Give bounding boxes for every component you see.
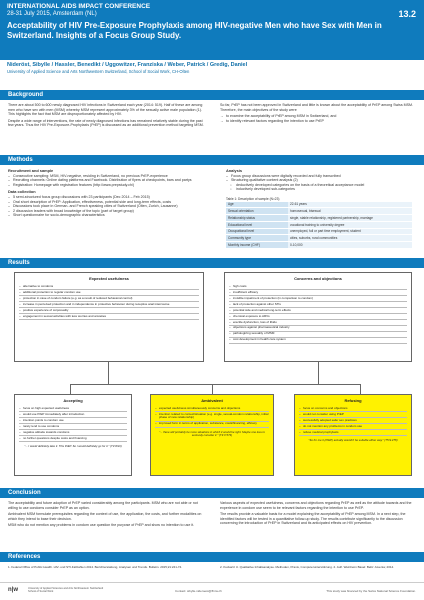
table-row: Age 22-61 years <box>226 202 412 208</box>
poster-footer <box>0 582 424 600</box>
list-item: – no further questions despite costs and financing <box>19 436 127 442</box>
conclusion-paragraph: Ambivalent MSM formulate prerequisites regarding the context of use, the application, the costs, and further modalities on which they intend to base their decision. <box>8 512 202 521</box>
list-item: – invisible impairment of protection (in comparison to condom) <box>229 296 407 302</box>
list-item: – chemical exposure to ARVs <box>229 314 407 320</box>
recruitment-item: – Consecutive sampling: MSM, HIV-negative, residing in Switzerland, no previous PrEP-experience <box>8 174 208 179</box>
list-item: – erectile dysfunction, loss of libido <box>229 320 407 326</box>
list-item: – focus on concerns and objections <box>299 406 407 412</box>
recruitment-heading: Recruitment and sample <box>8 168 54 173</box>
section-bar-results: Results <box>0 258 424 268</box>
authors: Nideröst, Sibylle / Hassler, Benedikt / Uggowitzer, Franziska / Weber, Patrick / Gredig, Daniel <box>7 62 248 68</box>
background-paragraph: There are about 500 to 600 newly diagnosed HIV infections in Switzerland each year (2014: 519). Half of these are among men who have sex with men (MSM) whereby MSM represent approximately 3% of the sexually active male population (1). This highlights the fact that MSM are disproportionately affected by HIV. <box>8 103 203 117</box>
objective-item: → to identify relevant factors regarding the intention to use PrEP <box>220 119 416 124</box>
list-item: – successfully adopted safer sex practices <box>299 418 407 424</box>
table-row: Monthly income (CHF) 0-10,000 <box>226 242 412 249</box>
contact-email: Contact: sibylle.nideroest@fhnw.ch <box>175 589 222 593</box>
collection-item: – Short questionnaire for socio-demographic characteristics <box>8 213 208 218</box>
ambivalent-quote: "... there will probably be more situations in which it would be right. Maybe one less to seriously consider it." (T3:V:574) <box>159 429 265 438</box>
poster-header <box>0 0 424 60</box>
analysis-heading: Analysis <box>226 168 243 173</box>
list-item: – insufficient efficacy <box>229 290 407 296</box>
collection-item: – Discussions took place in German- and French speaking cities of Switzerland (Olten, Zurich, Lausanne) <box>8 204 208 209</box>
poster-title: Acceptability of HIV Pre-Exposure Prophylaxis among HIV-negative Men who have Sex with Men in Switzerland. Insights of a Focus Group Study. <box>7 21 382 40</box>
conclusion-right <box>220 501 416 528</box>
background-paragraph: So far, PrEP has not been approved in Switzerland and little is known about the acceptability of PrEP among Swiss MSM. Therefore, the main objectives of the study were <box>220 103 414 112</box>
conference-name: INTERNATIONAL AIDS IMPACT CONFERENCE <box>7 3 151 10</box>
data-collection-heading: Data collection <box>8 189 36 195</box>
recruitment-item: – Recruiting channels: Online dating platforms and Facebook. Distribution of flyers at checkpoints, bars and partys <box>8 178 208 183</box>
analysis-subitem: ○ deductively developed categories on the basis of a theoretical acceptance model <box>226 183 418 188</box>
list-item: – potential side and medical long-term effects <box>229 308 407 314</box>
connector-line <box>70 384 71 394</box>
methods-left <box>8 168 208 218</box>
section-bar-references: References <box>0 552 424 562</box>
list-item: – objections against pharmaceutical industry <box>229 326 407 332</box>
conclusion-paragraph: Various aspects of expected usefulness, concerns and objections regarding PrEP as well as the attitude towards and the experience in condom use seem to be relevant factors regarding the intention to use PrEP. <box>220 501 412 510</box>
box-title: Expected usefulness <box>89 276 129 281</box>
table-caption: Table 1: Description of sample (N=23) <box>226 196 280 201</box>
list-item: – high costs <box>229 284 407 290</box>
list-item: – expected usefulness simultaneously concerns and objections <box>155 406 269 412</box>
concerns-box <box>224 272 412 362</box>
list-item: – engagement in sexual activities with less worries and anxieties <box>19 314 199 320</box>
box-title: Ambivalent <box>201 398 223 403</box>
list-item: – improved form in terms of application, substance, costs/financing, efficacy <box>155 422 269 428</box>
section-bar-conclusion: Conclusion <box>0 488 424 498</box>
analysis-item: – Structuring qualitative content analysis (2) <box>226 178 418 183</box>
ambivalent-box <box>150 394 274 476</box>
section-bar-background: Background <box>0 90 424 100</box>
affiliation: University of Applied Science and Arts Northwestern Switzerland, School of Social Work, CH-Olten <box>7 69 190 74</box>
conclusion-paragraph: The results provide a valuable basis for a model explaining the acceptability of PrEP among MSM. In a next step, the identified factors will be tested in a quantitative follow-up study. The results contribute significantly to the discussion concerning the introduction of PrEP in Switzerland and its anticipated effects on HIV prevention. <box>220 512 406 526</box>
list-item: – lack of protection against other STIs <box>229 302 407 308</box>
methods-right <box>226 168 418 249</box>
reference-item: 1. Federal Office of Public Health. HIV- und STI-Fallzahlen 2014. Berichterstattung, Analysen und Trends. Bulletin. 2015;21:241-74. <box>8 565 183 569</box>
list-item: – additional protection to regular condom use <box>19 290 199 296</box>
connector-line <box>212 384 213 394</box>
collection-item: – 2 discussion leaders with broad knowledge of the topic (part of target group) <box>8 209 208 214</box>
box-title: Refusing <box>344 398 362 403</box>
background-paragraph: Despite a wide range of interventions, the rate of newly diagnosed infections has remained relatively stable during the past few years. Thus the HIV Pre-Exposure-Prophylaxis (PrEP) is discussed as an additional prevention method targeting MSM. <box>8 118 204 128</box>
fhnw-logo: n|w <box>8 587 19 593</box>
table-row: Community type cities, suburbs, rural communities <box>226 235 412 242</box>
list-item: – would use PrEP immediately after introduction <box>19 412 127 418</box>
list-item: – negative attitude towards condoms <box>19 430 127 436</box>
conclusion-paragraph: MSM who do not mention any problems in condom use question the purpose of PrEP and show no intention to use it. <box>8 523 195 528</box>
accepting-box <box>14 394 132 476</box>
reference-item: 2. Kuckartz U. Qualitative Inhaltsanalyse. Methoden, Praxis, Computerunterstützung. 2. Aufl. Weinheim Basel: Beltz Juventa; 2014. <box>220 565 395 569</box>
list-item: – do not mention any problems in condom use <box>299 424 407 430</box>
recruitment-item: – Registration: Homepage with registration features (http://www.prepstudy.ch/) <box>8 183 208 188</box>
table-row: Relationship status single, stable relationship, registered partnership, marriage <box>226 215 412 222</box>
list-item: – intention points to condom use <box>19 418 127 424</box>
list-item: – positive experience of corporeality <box>19 308 199 314</box>
table-row: Occupational level unemployed, full or part time employment, student <box>226 228 412 235</box>
sample-table <box>226 202 412 249</box>
background-right <box>220 103 416 123</box>
list-item: – focus on high expected usefulness <box>19 406 127 412</box>
refusing-box <box>294 394 412 476</box>
table-row: Educational level vocational training to university degree <box>226 221 412 228</box>
expected-usefulness-box <box>14 272 204 362</box>
connector-line <box>70 384 360 385</box>
conference-dates: 28-31 July 2015, Amsterdam (NL) <box>7 11 97 17</box>
collection-item: – 5 semi-structured focus group discussions with 23 participants (Dec 2014 – Feb 2015) <box>8 195 208 200</box>
connector-line <box>108 362 109 384</box>
box-title: Accepting <box>63 398 83 403</box>
poster-number-badge: 13.2 <box>398 9 416 19</box>
list-item: – alternative to condoms <box>19 284 199 290</box>
conclusion-paragraph: The acceptability and future adoption of PrEP varied considerably among the participants. MSM who are not able or not willing to use condoms consider PrEP as an option. <box>8 501 198 510</box>
school-name: University of Applied Sciences and Arts Northwestern Switzerland School of Social Work <box>28 587 104 594</box>
connector-line <box>318 362 319 384</box>
list-item: – pathologizing sexuality of MSM <box>229 332 407 338</box>
list-item: – cost development in health care system <box>229 338 407 344</box>
funding-note: This study was financed by the Swiss National Science Foundation. <box>326 589 416 593</box>
background-left <box>8 103 204 130</box>
analysis-item: – Focus group discussions were digitally recorded and fully transcribed <box>226 174 418 179</box>
box-title: Concerns and objections <box>294 276 342 281</box>
conclusion-left <box>8 501 204 530</box>
analysis-subitem: ○ inductively developed sub-categories <box>226 187 418 192</box>
table-row: Sexual orientation homosexual, bisexual <box>226 208 412 215</box>
refusing-quote: "So for me it (PrEP) actually wouldn't be suitable either way." (T5:S:478) <box>308 437 398 442</box>
collection-item: – Oral short description of PrEP: Application, effectiveness, potential side and long-term effects, costs <box>8 200 208 205</box>
accepting-quote: "... I would definitely take it. This PrEP. So I would definitely go for it." (T3:W31) <box>24 443 122 448</box>
list-item: – refuse medical prophylaxis <box>299 430 407 436</box>
list-item: – increase in perceived protection and in independence in protective behaviour during receptive anal intercourse <box>19 302 199 308</box>
list-item: – protection in case of condom failure (e.g. as a result of reduced behavioral control) <box>19 296 199 302</box>
section-bar-methods: Methods <box>0 155 424 165</box>
connector-line <box>360 384 361 394</box>
list-item: – intention related to context/situation (e.g. single, sexual-condom relationship, initial phase of new relationship) <box>155 412 269 422</box>
list-item: – would not consider using PrEP <box>299 412 407 418</box>
objective-item: → to examine the acceptability of PrEP among MSM in Switzerland, and <box>220 114 416 119</box>
list-item: – rarely tend to use condoms <box>19 424 127 430</box>
